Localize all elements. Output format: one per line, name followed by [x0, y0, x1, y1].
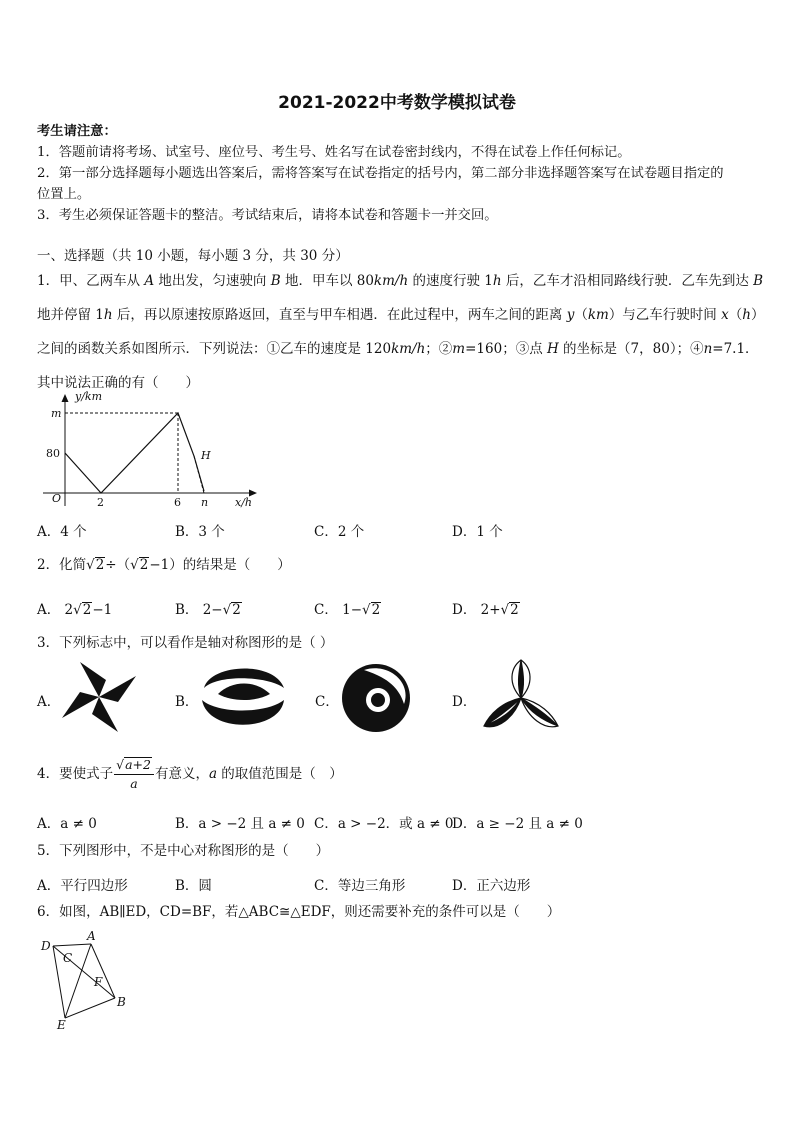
- notice-line-2b: 位置上。: [37, 187, 91, 202]
- q1-function-graph: [35, 388, 265, 513]
- point-C-label: C: [63, 951, 73, 965]
- q3-option-c[interactable]: C．: [315, 694, 339, 710]
- segment-DA: [53, 944, 91, 946]
- segment-EB: [65, 998, 115, 1018]
- point-E-label: E: [57, 1018, 66, 1032]
- q2-option-d[interactable]: D． 2+√2: [452, 602, 519, 618]
- q5-option-a[interactable]: A．平行四边形: [37, 878, 128, 894]
- q1-option-d[interactable]: D．1 个: [452, 524, 503, 540]
- q1-option-c[interactable]: C．2 个: [314, 524, 365, 540]
- point-B-label: B: [117, 995, 126, 1009]
- q2-option-c[interactable]: C． 1−√2: [314, 602, 381, 618]
- q5-option-d[interactable]: D．正六边形: [452, 878, 531, 894]
- q1-option-a[interactable]: A．4 个: [37, 524, 87, 540]
- question-2: 2．化简√2÷（√2−1）的结果是（ ）: [37, 557, 291, 573]
- point-F-label: F: [94, 975, 103, 989]
- question-5: 5．下列图形中，不是中心对称图形的是（ ）: [37, 843, 330, 859]
- y80-label: 80: [46, 447, 60, 460]
- three-petal-logo: [476, 658, 566, 740]
- x2-label: 2: [97, 496, 104, 509]
- distance-curve: [65, 413, 204, 493]
- x-axis-label: x/h: [235, 496, 252, 509]
- q4-option-b[interactable]: B．a > −2 且 a ≠ 0: [175, 816, 305, 832]
- notice-line-2: 2．第一部分选择题每小题选出答案后，需将答案写在试卷指定的括号内，第二部分非选择题答案写在试卷题目指定的: [37, 166, 724, 181]
- H-label: H: [201, 449, 211, 462]
- q2-option-a[interactable]: A． 2√2−1: [37, 602, 113, 618]
- q4-fraction: $\frac{√a+2}{a}$: [114, 756, 154, 793]
- notice-heading: 考生请注意：: [37, 124, 117, 139]
- notice-line-1: 1．答题前请将考场、试室号、座位号、考生号、姓名写在试卷密封线内，不得在试卷上作任何标记。: [37, 145, 631, 160]
- q3-option-a[interactable]: A．: [37, 694, 61, 710]
- q4-option-c[interactable]: C．a > −2．或 a ≠ 0: [314, 816, 454, 832]
- q4-option-d[interactable]: D．a ≥ −2 且 a ≠ 0: [452, 816, 583, 832]
- question-1: 1．甲、乙两车从 A 地出发，匀速驶向 B 地．甲车以 80km/h 的速度行驶 1h 后，乙车才沿相同路线行驶．乙车先到达 B 地并停留 1h 后，再以原速按原路返回，直至与甲车相遇．在此过程中，两车之间的距离 y（km）与乙车行驶时间 x（h）之间的函数关系如图所示．下列说法：①乙车的速度是 120km/h；②m=160；③点 H 的坐标是（7，80）；④n=7.1．其中说法正确的有（ ）: [37, 273, 765, 391]
- q6-geometry-figure: [35, 928, 135, 1033]
- point-A-label: A: [87, 929, 96, 943]
- point-D-label: D: [41, 939, 51, 953]
- n-label: n: [201, 496, 209, 509]
- m-label: m: [51, 407, 62, 420]
- question-3: 3．下列标志中，可以看作是轴对称图形的是（ ）: [37, 635, 334, 651]
- q2-option-b[interactable]: B． 2−√2: [175, 602, 241, 618]
- notice-line-3: 3．考生必须保证答题卡的整洁。考试结束后，请将本试卷和答题卡一并交回。: [37, 208, 498, 223]
- page-title: 2021-2022中考数学模拟试卷: [278, 93, 516, 113]
- q1-option-b[interactable]: B．3 个: [175, 524, 225, 540]
- q3-option-d[interactable]: D．: [452, 694, 477, 710]
- pinwheel-star-logo: [58, 658, 140, 736]
- q3-option-b[interactable]: B．: [175, 694, 199, 710]
- y-axis-label: y/km: [75, 390, 103, 403]
- section-heading: 一、选择题（共 10 小题，每小题 3 分，共 30 分）: [37, 248, 349, 264]
- q4-option-a[interactable]: A．a ≠ 0: [37, 816, 97, 832]
- segment-AB: [91, 944, 115, 998]
- ring-swoosh-logo: [198, 658, 288, 736]
- q5-option-b[interactable]: B．圆: [175, 878, 212, 894]
- origin-label: O: [52, 492, 62, 505]
- q5-option-c[interactable]: C．等边三角形: [314, 878, 406, 894]
- y-axis-arrow: [62, 394, 69, 402]
- x6-label: 6: [174, 496, 181, 509]
- question-4: 4．要使式子 $\frac{√a+2}{a}$ 有意义，a 的取值范围是（ ）: [37, 757, 343, 791]
- spiral-circle-logo: [338, 658, 418, 738]
- exam-notice: [37, 121, 761, 226]
- question-6: 6．如图，AB∥ED，CD=BF，若△ABC≅△EDF，则还需要补充的条件可以是（ ）: [37, 904, 561, 920]
